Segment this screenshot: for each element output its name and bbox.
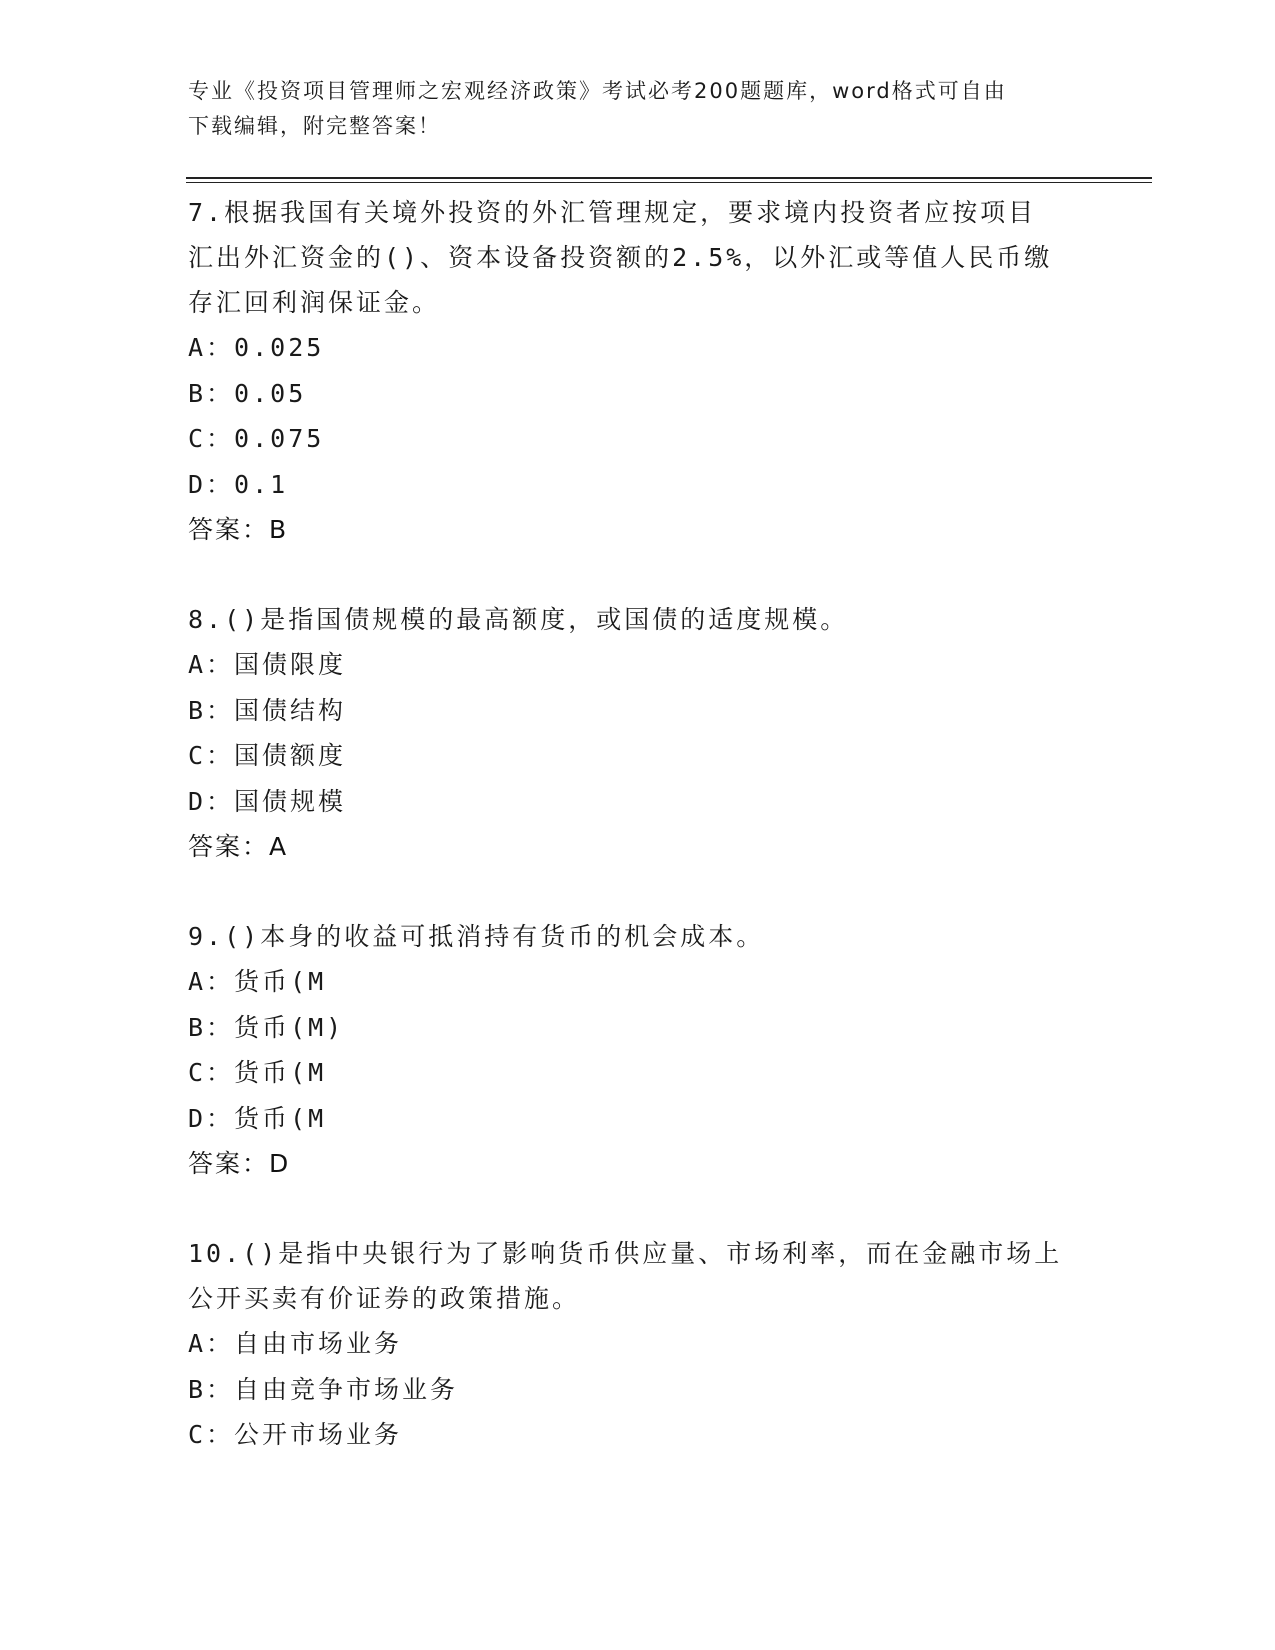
question-stem-line: 8.()是指国债规模的最高额度，或国债的适度规模。 [188, 605, 849, 634]
answer: 答案：B [188, 515, 289, 544]
option-a: A：国债限度 [188, 650, 347, 679]
question-7 [188, 190, 1088, 552]
question-stem-line: 7.根据我国有关境外投资的外汇管理规定，要求境内投资者应按项目 [188, 198, 1037, 227]
answer: 答案：D [188, 1149, 291, 1178]
header-divider-thick [186, 177, 1152, 179]
option-b: B：自由竞争市场业务 [188, 1374, 459, 1404]
option-a: A：货币(M [188, 967, 327, 996]
question-8 [188, 597, 1088, 869]
option-d: D：0.1 [188, 469, 289, 499]
question-stem-line: 汇出外汇资金的()、资本设备投资额的2.5%，以外汇或等值人民币缴 [188, 243, 1053, 272]
question-stem-line: 10.()是指中央银行为了影响货币供应量、市场利率，而在金融市场上 [188, 1239, 1063, 1268]
answer: 答案：A [188, 832, 289, 861]
option-b: B：货币(M) [188, 1012, 345, 1042]
option-d: D：国债规模 [188, 786, 347, 816]
header-divider-thin [186, 182, 1152, 183]
header-line-1: 专业《投资项目管理师之宏观经济政策》考试必考200题题库，word格式可自由 [188, 79, 1007, 103]
question-9 [188, 914, 1088, 1186]
question-stem-line: 9.()本身的收益可抵消持有货币的机会成本。 [188, 922, 765, 951]
option-b: B：0.05 [188, 378, 307, 408]
option-c: C：公开市场业务 [188, 1420, 403, 1449]
document-header [188, 74, 1068, 144]
question-list [188, 190, 1088, 1503]
option-c: C：货币(M [188, 1058, 327, 1087]
option-c: C：国债额度 [188, 741, 347, 770]
option-a: A：自由市场业务 [188, 1329, 403, 1358]
option-c: C：0.075 [188, 424, 325, 453]
option-a: A：0.025 [188, 333, 325, 362]
question-stem-line: 存汇回利润保证金。 [188, 288, 441, 317]
question-stem-line: 公开买卖有价证券的政策措施。 [188, 1284, 581, 1313]
header-line-2: 下载编辑，附完整答案！ [188, 114, 441, 138]
question-10 [188, 1231, 1088, 1458]
option-b: B：国债结构 [188, 695, 347, 725]
option-d: D：货币(M [188, 1103, 327, 1133]
